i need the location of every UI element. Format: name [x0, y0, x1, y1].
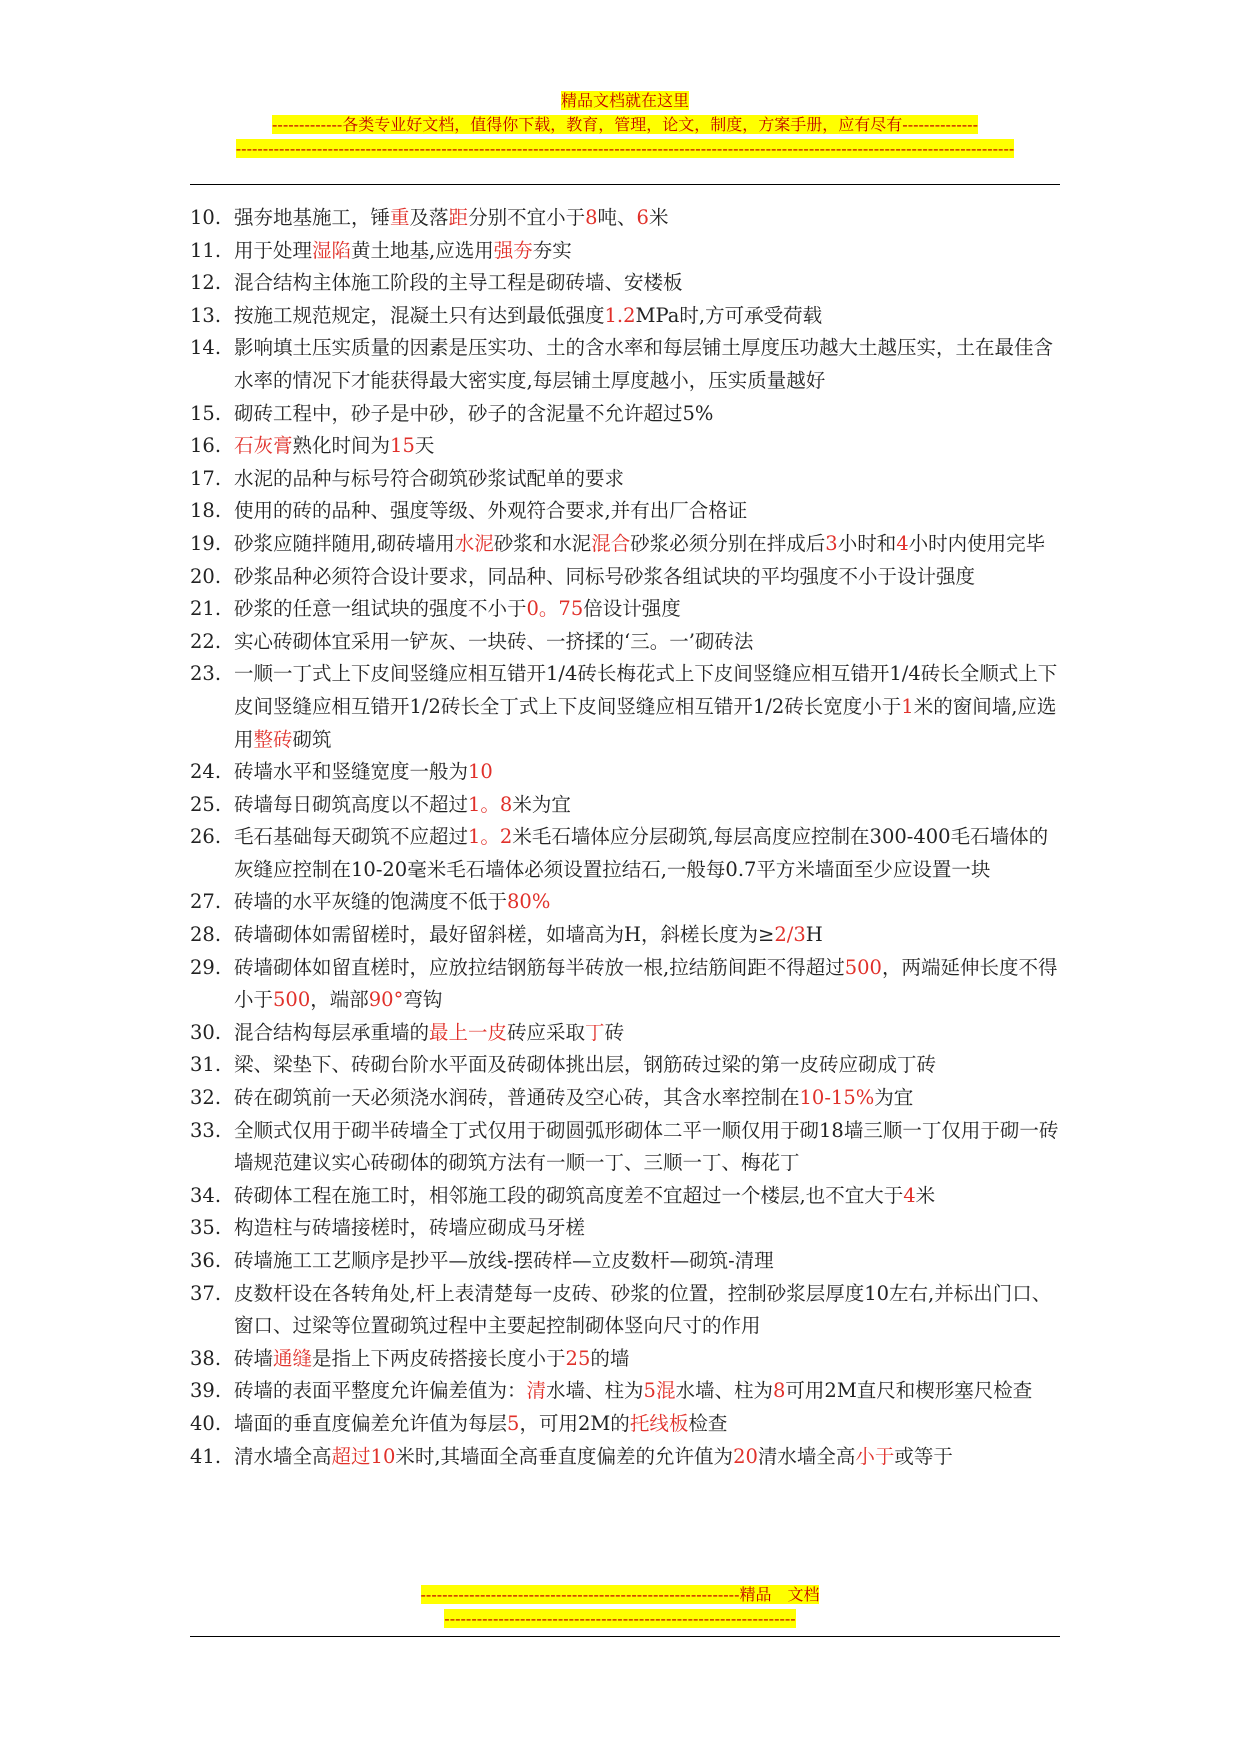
- item-text: 按施工规范规定，混凝土只有达到最低强度: [234, 303, 605, 327]
- highlighted-text: 500: [273, 988, 311, 1012]
- item-number: 33.: [190, 1118, 222, 1142]
- list-item: [190, 1049, 1060, 1082]
- item-number: 38.: [190, 1346, 222, 1370]
- list-item: [190, 1278, 1060, 1343]
- list-item: [190, 463, 1060, 496]
- item-text: 天: [414, 434, 435, 458]
- highlighted-text: 15: [390, 434, 415, 458]
- item-number: 37.: [190, 1281, 222, 1305]
- item-text: 全顺式仅用于砌半砖墙全丁式仅用于砌圆弧形砌体二平一顺仅用于砌18墙三顺一丁仅用于砌一砖墙规范建议实心砖砌体的砌筑方法有一顺一丁、三顺一丁、梅花丁: [234, 1118, 1059, 1175]
- item-number: 35.: [190, 1216, 222, 1240]
- highlighted-text: 3: [825, 531, 838, 555]
- highlighted-text: 8: [585, 206, 598, 229]
- highlighted-text: 90°: [368, 988, 404, 1012]
- list-item: [190, 267, 1060, 300]
- highlighted-text: 水泥: [454, 531, 494, 555]
- item-text: 小时内使用完毕: [908, 531, 1046, 555]
- footer-divider: [190, 1636, 1060, 1637]
- item-text: 墙面的垂直度偏差允许值为每层: [234, 1411, 508, 1435]
- item-text: 影响填土压实质量的因素是压实功、土的含水率和每层铺土厚度压功越大土越压实，土在最佳含水率的情况下才能获得最大密实度,每层铺土厚度越小，压实质量越好: [234, 336, 1054, 392]
- list-item: [190, 1115, 1060, 1180]
- item-text: 米的窗间墙,应选用: [234, 694, 1057, 751]
- item-text: 或等于: [894, 1444, 953, 1468]
- highlighted-text: 5: [643, 1379, 656, 1403]
- highlighted-text: 4: [896, 531, 909, 555]
- item-text: 毛石基础每天砌筑不应超过: [234, 825, 469, 849]
- highlighted-text: 强夯: [493, 238, 533, 262]
- item-text: 混合结构主体施工阶段的主导工程是砌砖墙、安楼板: [234, 271, 683, 295]
- item-text: 米为宜: [512, 792, 571, 816]
- header-dashes: ------------------------------------------------------------------------------------------------------------------------------------------------: [235, 139, 1015, 158]
- item-text: 为宜: [874, 1086, 914, 1110]
- item-number: 26.: [190, 825, 222, 849]
- highlighted-text: 最上一皮: [429, 1020, 508, 1044]
- highlighted-text: 丁: [585, 1020, 605, 1044]
- highlighted-text: 1。8: [468, 792, 513, 816]
- list-item: [190, 1180, 1060, 1213]
- item-text: H: [805, 923, 823, 947]
- item-text: 是指上下两皮砖搭接长度小于: [312, 1346, 566, 1370]
- highlighted-text: 湿陷: [312, 238, 352, 262]
- item-text: 清水墙全高: [234, 1444, 332, 1468]
- highlighted-text: 1.2: [604, 303, 636, 327]
- item-text: 砌砖工程中，砂子是中砂，砂子的含泥量不允许超过5%: [234, 401, 714, 425]
- highlighted-text: 清: [526, 1379, 547, 1403]
- item-text: 可用2M直尺和楔形塞尺检查: [785, 1379, 1033, 1403]
- item-number: 17.: [190, 466, 222, 490]
- item-text: 及落: [409, 206, 449, 229]
- item-text: 皮数杆设在各转角处,杆上表清楚每一皮砖、砂浆的位置，控制砂浆层厚度10左右,并标出门口、窗口、过梁等位置砌筑过程中主要起控制砌体竖向尺寸的作用: [234, 1281, 1052, 1338]
- item-number: 21.: [190, 597, 222, 621]
- highlighted-text: 小于: [855, 1444, 895, 1468]
- item-number: 13.: [190, 303, 222, 327]
- item-text: 水墙、柱为: [546, 1379, 644, 1403]
- item-text: 砌筑: [292, 727, 332, 751]
- list-item: [190, 1082, 1060, 1115]
- header-tagline: -------------各类专业好文档，值得你下载，教育，管理，论文，制度，方案手册，应有尽有--------------: [272, 115, 978, 134]
- item-text: 砖墙的表面平整度允许偏差值为：: [234, 1379, 527, 1403]
- list-item: [190, 919, 1060, 952]
- highlighted-text: 10-15%: [799, 1086, 875, 1110]
- list-item: [190, 756, 1060, 789]
- item-text: ，端部: [310, 988, 369, 1012]
- item-number: 15.: [190, 401, 222, 425]
- list-item: [190, 626, 1060, 659]
- item-text: ，可用2M的: [519, 1411, 630, 1435]
- highlighted-text: 重: [390, 206, 410, 229]
- item-text: 砖在砌筑前一天必须浇水润砖，普通砖及空心砖，其含水率控制在: [234, 1086, 800, 1110]
- highlighted-text: 4: [903, 1183, 916, 1207]
- item-number: 29.: [190, 955, 222, 979]
- list-item: [190, 821, 1060, 886]
- highlighted-text: 10: [370, 1444, 396, 1468]
- highlighted-text: 托线板: [629, 1411, 689, 1435]
- list-item: [190, 398, 1060, 431]
- item-text: 实心砖砌体宜采用一铲灰、一块砖、一挤揉的‘三。一’砌砖法: [234, 629, 754, 653]
- item-number: 24.: [190, 760, 222, 784]
- footer-line-2: -----------------------------------------------------------------: [444, 1609, 796, 1628]
- list-item: [190, 658, 1060, 756]
- highlighted-text: 5: [507, 1411, 520, 1435]
- item-number: 40.: [190, 1411, 222, 1435]
- item-text: 的墙: [590, 1346, 630, 1370]
- item-number: 23.: [190, 662, 222, 686]
- item-text: 砂浆和水泥: [493, 531, 592, 555]
- item-text: 梁、梁垫下、砖砌台阶水平面及砖砌体挑出层，钢筋砖过梁的第一皮砖应砌成丁砖: [234, 1053, 937, 1077]
- header-title: 精品文档就在这里: [560, 91, 689, 110]
- list-item: [190, 561, 1060, 594]
- item-number: 34.: [190, 1183, 222, 1207]
- highlighted-text: 6: [636, 206, 649, 229]
- footer-line-1: -----------------------------------------------------------精品 文档: [420, 1585, 820, 1604]
- list-item: [190, 202, 1060, 235]
- item-text: 砖墙水平和竖缝宽度一般为: [234, 760, 469, 784]
- item-text: 吨、: [597, 206, 637, 229]
- item-number: 19.: [190, 531, 222, 555]
- item-number: 10.: [190, 206, 222, 229]
- item-number: 25.: [190, 792, 222, 816]
- item-text: 米: [648, 206, 669, 229]
- list-item: [190, 886, 1060, 919]
- highlighted-text: 距: [448, 206, 469, 229]
- item-text: 混合结构每层承重墙的: [234, 1020, 430, 1044]
- item-number: 12.: [190, 271, 222, 295]
- highlighted-text: 500: [844, 955, 882, 979]
- item-text: 砂浆的任意一组试块的强度不小于: [234, 597, 527, 621]
- item-text: 水墙、柱为: [675, 1379, 773, 1403]
- list-item: [190, 495, 1060, 528]
- highlighted-text: 混: [655, 1379, 676, 1403]
- item-number: 30.: [190, 1020, 222, 1044]
- item-text: 砂浆应随拌随用,砌砖墙用: [234, 531, 455, 555]
- item-text: 砖墙每日砌筑高度以不超过: [234, 792, 469, 816]
- highlighted-text: 1: [901, 694, 914, 718]
- item-number: 22.: [190, 629, 222, 653]
- highlighted-text: 整砖: [253, 727, 293, 751]
- item-text: 夯实: [532, 238, 572, 262]
- highlighted-text: 通缝: [273, 1346, 313, 1370]
- list-item: [190, 528, 1060, 561]
- item-text: 检查: [688, 1411, 728, 1435]
- item-number: 32.: [190, 1086, 222, 1110]
- list-item: [190, 1212, 1060, 1245]
- item-text: 砂浆必须分别在拌成后: [630, 531, 826, 555]
- item-text: 米时,其墙面全高垂直度偏差的允许值为: [395, 1444, 734, 1468]
- item-text: 米毛石墙体应分层砌筑,每层高度应控制在300-400毛石墙体的灰缝应控制在10-20毫米毛石墙体必须设置拉结石,一般每0.7平方米墙面至少应设置一块: [234, 825, 1049, 881]
- list-item: [190, 1408, 1060, 1441]
- highlighted-text: 混合: [591, 531, 631, 555]
- item-text: 熟化时间为: [292, 434, 391, 458]
- list-item: [190, 1343, 1060, 1376]
- item-text: 水泥的品种与标号符合砌筑砂浆试配单的要求: [234, 466, 625, 490]
- list-item: [190, 332, 1060, 397]
- list-item: [190, 300, 1060, 333]
- item-text: 砖墙的水平灰缝的饱满度不低于: [234, 890, 508, 914]
- highlighted-text: 20: [733, 1444, 758, 1468]
- highlighted-text: 80%: [507, 890, 551, 914]
- item-text: 砖墙砌体如留直槎时，应放拉结钢筋每半砖放一根,拉结筋间距不得超过: [234, 955, 845, 979]
- item-text: 强夯地基施工，锤: [234, 206, 391, 229]
- item-text: 用于处理: [234, 238, 313, 262]
- item-text: 砖墙: [234, 1346, 274, 1370]
- item-text: 米: [915, 1183, 936, 1207]
- item-number: 11.: [190, 238, 222, 262]
- list-item: [190, 593, 1060, 626]
- list-item: [190, 1375, 1060, 1408]
- item-number: 18.: [190, 499, 222, 523]
- item-text: ，两端延伸长度不得小于: [234, 955, 1058, 1012]
- item-number: 16.: [190, 434, 222, 458]
- item-number: 36.: [190, 1249, 222, 1272]
- list-item: [190, 789, 1060, 822]
- item-text: 小时和: [837, 531, 897, 555]
- item-number: 20.: [190, 564, 222, 588]
- highlighted-text: 8: [773, 1379, 786, 1403]
- list-item: [190, 1245, 1060, 1278]
- list-item: [190, 952, 1060, 1017]
- highlighted-text: 超过: [331, 1444, 371, 1468]
- list-item: [190, 1017, 1060, 1050]
- item-number: 14.: [190, 336, 222, 360]
- item-number: 41.: [190, 1444, 222, 1468]
- item-text: 砖砌体工程在施工时，相邻施工段的砌筑高度差不宜超过一个楼层,也不宜大于: [234, 1183, 904, 1207]
- item-text: 清水墙全高: [757, 1444, 856, 1468]
- item-text: 弯钩: [403, 988, 443, 1012]
- list-item: [190, 235, 1060, 268]
- header-divider: [190, 184, 1060, 185]
- numbered-list: [190, 202, 1060, 1473]
- item-text: 砖应采取: [507, 1020, 586, 1044]
- item-number: 28.: [190, 923, 222, 947]
- item-text: 倍设计强度: [583, 597, 681, 621]
- item-number: 31.: [190, 1053, 222, 1077]
- item-text: 砖墙砌体如需留槎时，最好留斜槎，如墙高为H，斜槎长度为≥: [234, 923, 775, 947]
- highlighted-text: 0。75: [526, 597, 584, 621]
- item-text: 砖墙施工工艺顺序是抄平—放线-摆砖样—立皮数杆—砌筑-清理: [234, 1249, 774, 1272]
- item-text: 一顺一丁式上下皮间竖缝应相互错开1/4砖长梅花式上下皮间竖缝应相互错开1/4砖长全顺式上下皮间竖缝应相互错开1/2砖长全丁式上下皮间竖缝应相互错开1/2砖长宽度小于: [234, 662, 1058, 718]
- highlighted-text: 石灰膏: [234, 434, 293, 458]
- highlighted-text: 2/3: [774, 923, 806, 947]
- item-text: 使用的砖的品种、强度等级、外观符合要求,并有出厂合格证: [234, 499, 748, 523]
- item-number: 39.: [190, 1379, 222, 1403]
- item-text: 黄土地基,应选用: [351, 238, 494, 262]
- item-text: MPa时,方可承受荷载: [635, 303, 823, 327]
- list-item: [190, 1441, 1060, 1474]
- item-text: 砖: [604, 1020, 625, 1044]
- highlighted-text: 10: [468, 760, 493, 784]
- item-text: 分别不宜小于: [468, 206, 586, 229]
- item-text: 构造柱与砖墙接槎时，砖墙应砌成马牙槎: [234, 1216, 586, 1240]
- item-text: 砂浆品种必须符合设计要求，同品种、同标号砂浆各组试块的平均强度不小于设计强度: [234, 564, 976, 588]
- highlighted-text: 25: [565, 1346, 591, 1370]
- item-number: 27.: [190, 890, 222, 914]
- list-item: [190, 430, 1060, 463]
- highlighted-text: 1。2: [468, 825, 513, 849]
